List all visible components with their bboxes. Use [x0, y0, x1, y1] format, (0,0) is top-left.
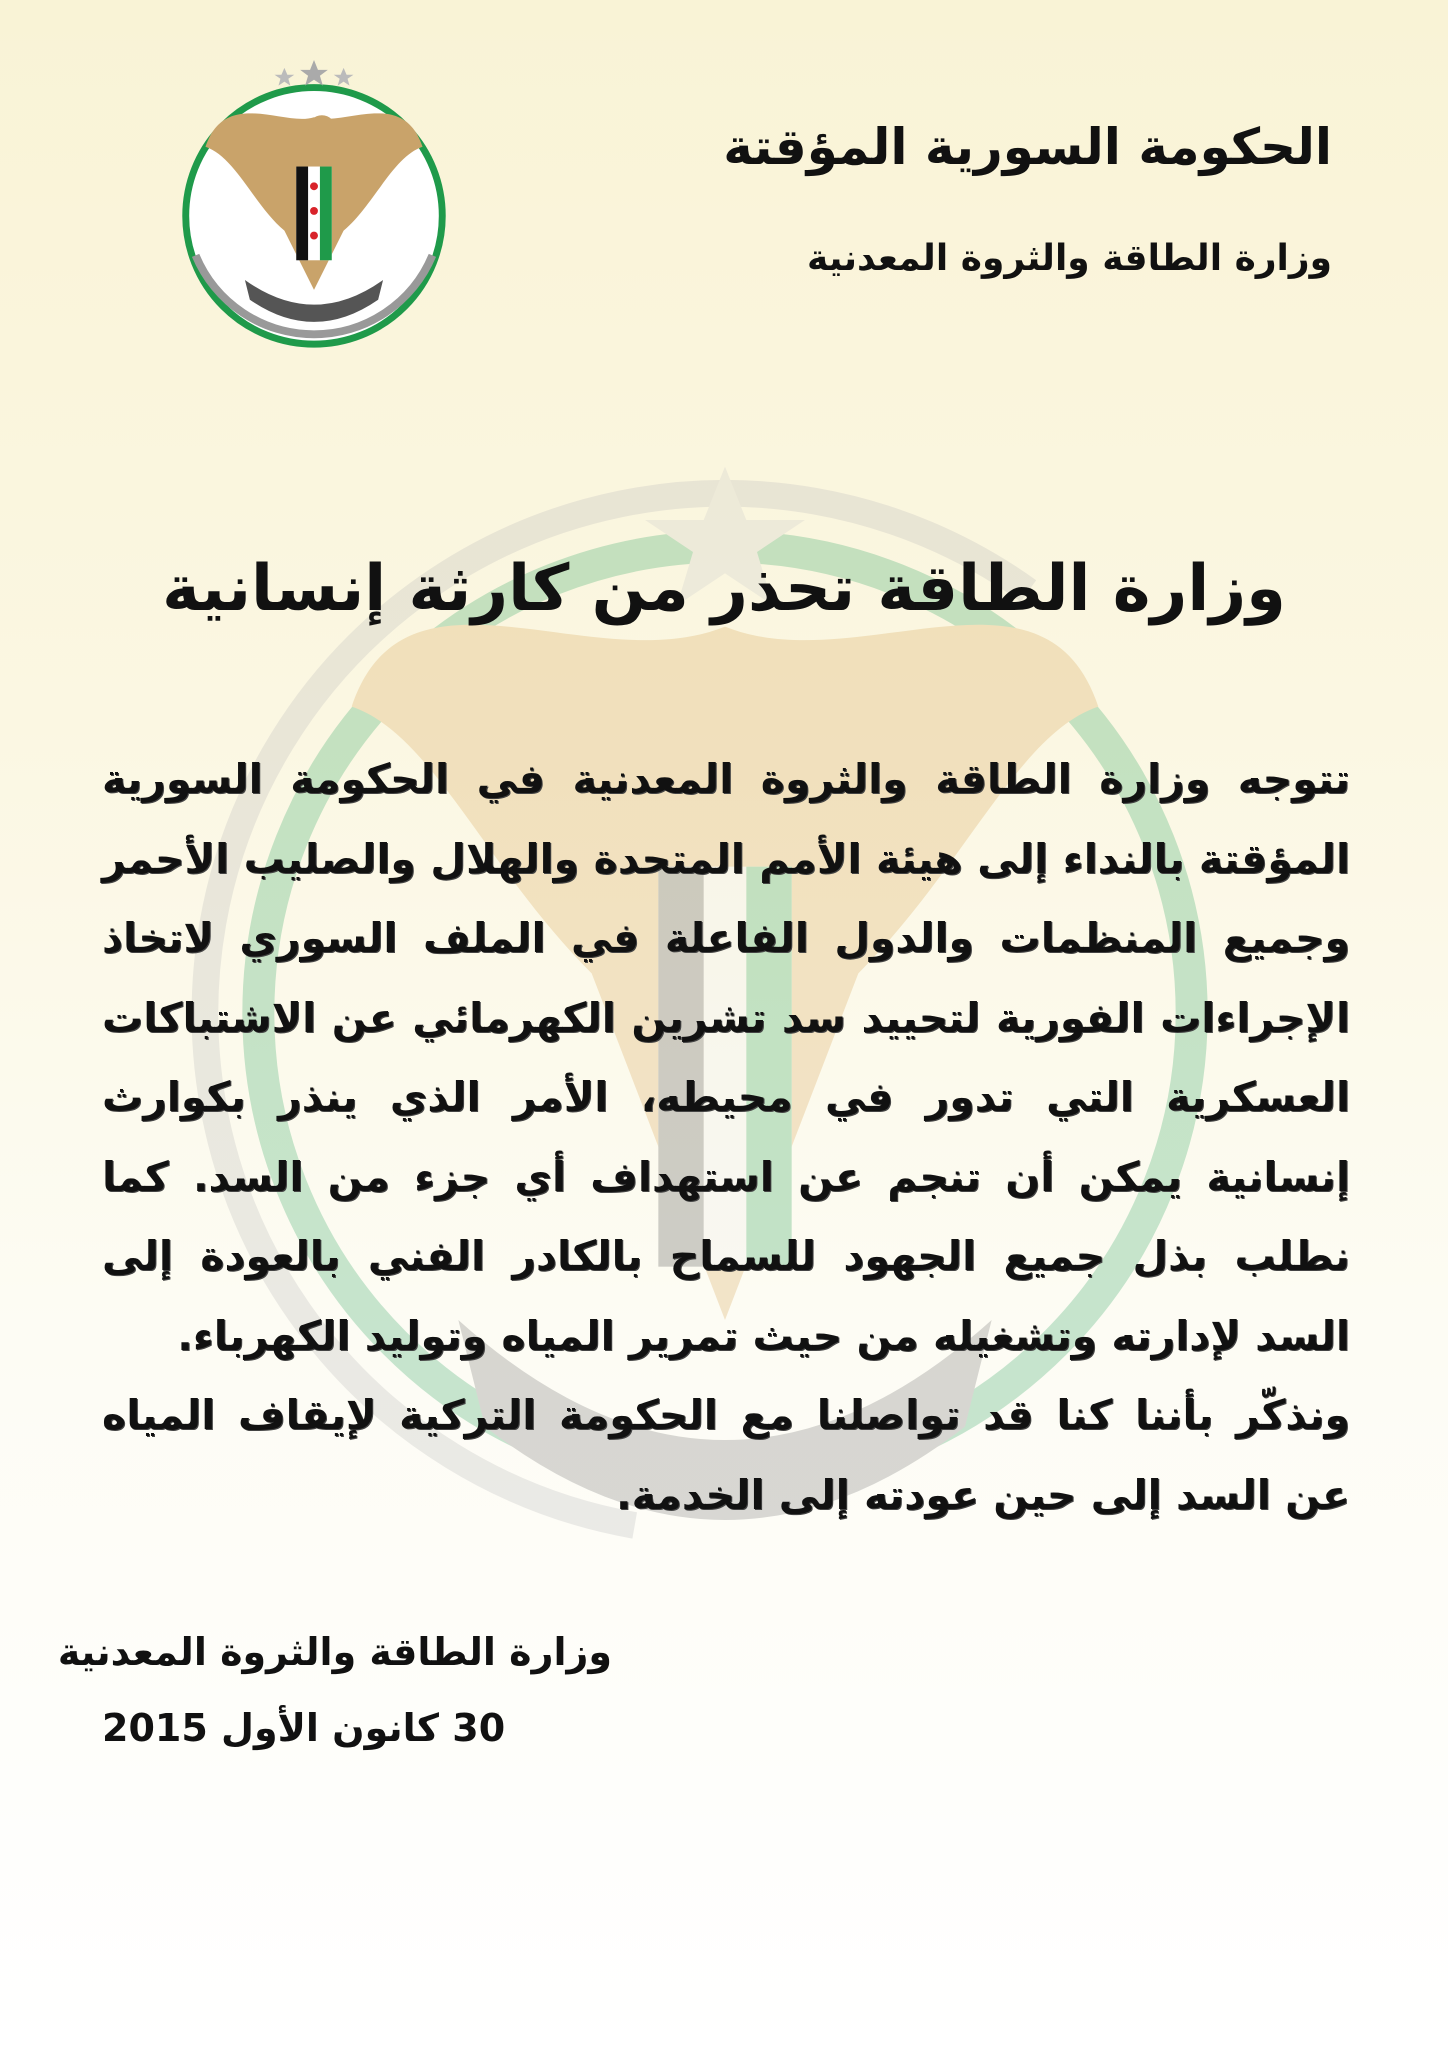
signature-date: 30 كانون الأول 2015	[102, 1706, 506, 1750]
body-line: إنسانية يمكن أن تنجم عن استهداف أي جزء من السد. كما	[102, 1152, 1350, 1201]
body-line: وجميع المنظمات والدول الفاعلة في الملف السوري لاتخاذ	[102, 914, 1350, 962]
statement-body	[102, 740, 1350, 1535]
body-line: العسكرية التي تدور في محيطه، الأمر الذي ينذر بكوارث	[102, 1073, 1350, 1121]
government-emblem-logo	[166, 56, 462, 356]
ministry-name: وزارة الطاقة والثروة المعدنية	[807, 238, 1332, 279]
government-name: الحكومة السورية المؤقتة	[723, 118, 1332, 176]
body-line: عن السد إلى حين عودته إلى الخدمة.	[616, 1470, 1350, 1519]
body-line: نطلب بذل جميع الجهود للسماح بالكادر الفني بالعودة إلى	[102, 1232, 1350, 1280]
statement-title: وزارة الطاقة تحذر من كارثة إنسانية	[162, 552, 1286, 626]
body-line: الإجراءات الفورية لتحييد سد تشرين الكهرمائي عن الاشتباكات	[102, 993, 1350, 1042]
signature-ministry: وزارة الطاقة والثروة المعدنية	[57, 1630, 612, 1674]
body-line: ونذكّر بأننا كنا قد تواصلنا مع الحكومة التركية لإيقاف المياه	[102, 1391, 1350, 1439]
body-line: السد لإدارته وتشغيله من حيث تمرير المياه وتوليد الكهرباء.	[177, 1311, 1350, 1360]
signature-date-wrap	[102, 1706, 612, 1750]
body-line: المؤقتة بالنداء إلى هيئة الأمم المتحدة والهلال والصليب الأحمر	[102, 834, 1350, 883]
body-line: تتوجه وزارة الطاقة والثروة المعدنية في الحكومة السورية	[102, 755, 1350, 803]
